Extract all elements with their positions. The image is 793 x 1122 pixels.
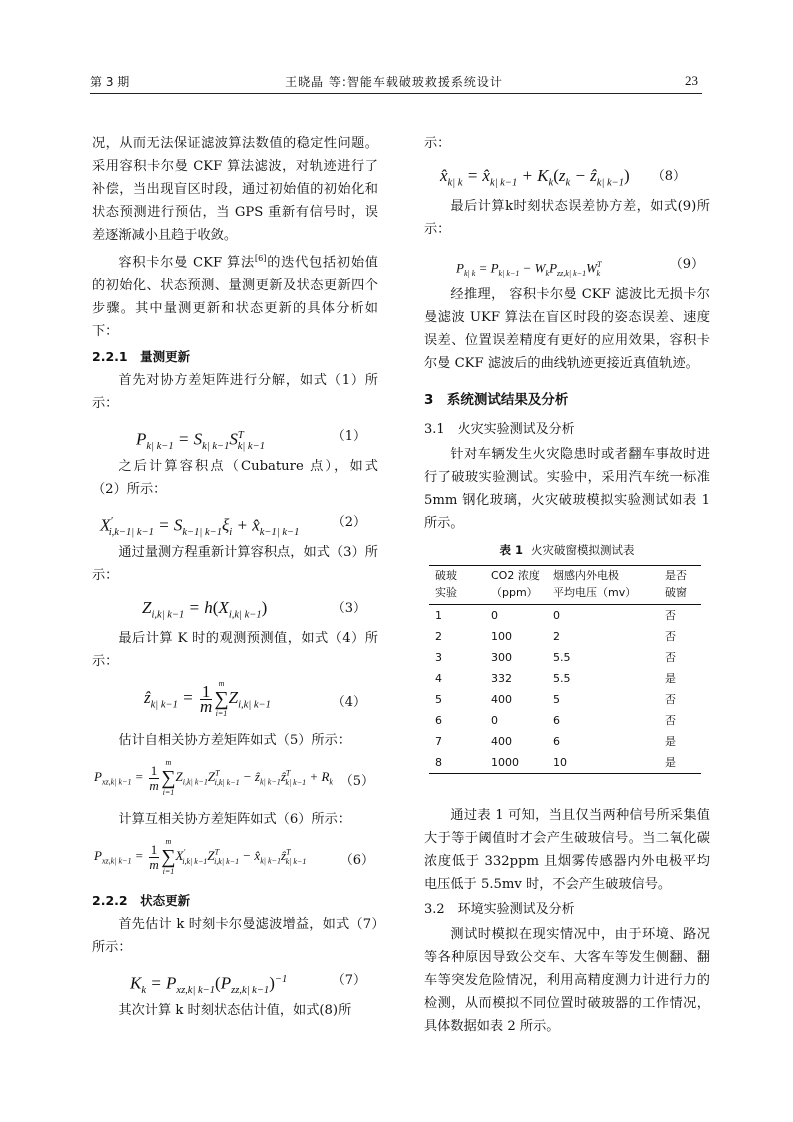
paragraph: 首先对协方差矩阵进行分解，如式（1）所示：: [92, 373, 378, 412]
section-heading: 2.2.1 量测更新: [92, 349, 191, 365]
fire-test-table: [429, 565, 701, 774]
issue-number: 第 3 期: [90, 75, 130, 89]
equation-2: $X'_{i,k-1| k-1} = S_{k-1| k-1}\xi_i$ + $x̂_{k-1| k-1}$ （2）: [100, 515, 366, 539]
table-row: 8 1000 10 是: [429, 752, 701, 774]
table-row: 7 400 6 是: [435, 734, 676, 748]
paragraph: 计算互相关协方差矩阵如式（6）所示：: [118, 812, 351, 828]
paragraph: 针对车辆发生火灾隐患时或者翻车事故时进行了破玻实验测试。实验中，采用汽车统一标准 5mm 钢化玻璃，火灾破玻模拟实验测试如表 1 所示。: [424, 447, 710, 531]
citation: [6]: [254, 253, 267, 263]
paragraph: 其次计算 k 时刻状态估计值，如式(8)所: [118, 1003, 352, 1019]
equation-1: $P_{k| k-1} = S_{k| k-1}S^T_{k| k-1}$ （1）: [136, 429, 366, 453]
paragraph: 通过量测方程重新计算容积点，如式（3）所示：: [92, 545, 378, 584]
table-row: 1 0 0 否: [435, 608, 676, 622]
column-header: 破玻 实验: [435, 569, 457, 599]
table-row: 4 332 5.5 是: [435, 671, 676, 685]
running-header: [90, 70, 698, 90]
equation-4: ẑ$_{k| k-1}$ = $\frac{1}{m}$ m ∑ i=1 $Z_{i,k| k-1}$ （4）: [144, 679, 366, 719]
paragraph: 容积卡尔曼 CKF 算法[6]的迭代包括初始值的初始化、状态预测、量测更新及状态更新四个步骤。其中量测更新和状态更新的具体分析如下：: [92, 253, 378, 340]
paragraph: 示：: [424, 136, 451, 151]
right-column: [424, 132, 710, 1038]
table-row: 2 100 2 否: [435, 629, 676, 643]
paragraph: 测试时模拟在现实情况中，由于环境、路况等各种原因导致公交车、大客车等发生侧翻、翻车等突发危险情况，利用高精度测力计进行力的检测，从而模拟不同位置时破玻器的工作情况，具体数据如表 2 所示。: [424, 927, 710, 1034]
paragraph: 通过表 1 可知，当且仅当两种信号所采集值大于等于阈值时才会产生破玻信号。当二氧化碳浓度低于 332ppm 且烟雾传感器内外电极平均电压低于 5.5mv 时，不会产生破玻信号。: [424, 808, 710, 892]
table-row: 6 0 6 否: [435, 713, 676, 727]
table-row: 5 400 5 否: [435, 692, 676, 706]
subsection-heading: 3.1 火灾实验测试及分析: [424, 422, 575, 437]
equation-7: $K_k = P_{xz,k| k-1}(P_{zz,k| k-1})^{-1}$ （7）: [130, 973, 366, 997]
section-heading: 2.2.2 状态更新: [92, 893, 191, 909]
equation-5: $P_{xz,k| k-1}$ = $\frac{1}{m}$ m ∑ i=1 $Z_{i,k| k-1}Z^T_{i,k| k-1}$ − ẑ$_{k| k-1}$ẑ$^T_{k| k-1}$ + $R_k$ （5）: [94, 758, 374, 798]
column-header: 是否 破窗: [665, 569, 687, 599]
table-caption: 表 1 火灾破窗模拟测试表: [499, 543, 635, 557]
paragraph: 之后计算容积点（Cubature 点），如式（2）所示：: [92, 459, 378, 498]
equation-3: $Z_{i,k| k-1} = h(X_{i,k| k-1})$ （3）: [142, 598, 366, 621]
equation-8: $x̂_{k| k}$ = $x̂_{k| k-1} + K_k(z_k$ − ẑ$_{k| k-1}$) （8）: [440, 166, 686, 189]
paragraph: 估计自相关协方差矩阵如式（5）所示：: [118, 733, 351, 749]
column-header: 烟感内外电极 平均电压（mv）: [553, 569, 637, 599]
equation-6: $P_{xz,k| k-1}$ = $\frac{1}{m}$ m ∑ i=1 $X'_{i,k| k-1}Z^T_{i,k| k-1}$ − $x̂_{k| k-1}ẑ^T_{k| k-1}$ （6）: [94, 837, 374, 877]
paragraph: 况，从而无法保证滤波算法数值的稳定性问题。采用容积卡尔曼 CKF 算法滤波，对轨迹进行了补偿，当出现盲区时段，通过初始值的初始化和状态预测进行预估，当 GPS 重新有信号时，误差逐渐减小且趋于收敛。: [92, 136, 378, 243]
subsection-heading: 3.2 环境实验测试及分析: [424, 902, 575, 917]
paragraph: 最后计算 K 时的观测预测值，如式（4）所示：: [92, 631, 378, 670]
equation-9: $P_{k| k} = P_{k| k-1} - W_kP_{zz,k| k-1}W^T_k$ （9）: [456, 257, 704, 278]
page-number: 23: [685, 73, 698, 88]
table-row: 3 300 5.5 否: [435, 650, 676, 664]
paragraph: 最后计算k时刻状态误差协方差，如式(9)所示：: [424, 199, 710, 237]
paragraph: 首先估计 k 时刻卡尔曼滤波增益，如式（7）所示：: [92, 917, 378, 956]
left-column: [92, 132, 378, 1022]
paragraph: 经推理， 容积卡尔曼 CKF 滤波比无损卡尔曼滤波 UKF 算法在盲区时段的姿态误差、速度误差、位置误差精度有更好的应用效果，容积卡尔曼 CKF 滤波后的曲线轨迹更接近真值轨迹。: [424, 287, 710, 371]
table-label: 表 1: [499, 543, 523, 557]
table-header-row: [429, 566, 701, 605]
header-rule: [90, 93, 702, 94]
running-title: 王晓晶 等:智能车载破玻救援系统设计: [285, 75, 503, 89]
column-header: CO2 浓度 （ppm）: [491, 569, 540, 599]
section-heading: 3 系统测试结果及分析: [424, 392, 569, 408]
